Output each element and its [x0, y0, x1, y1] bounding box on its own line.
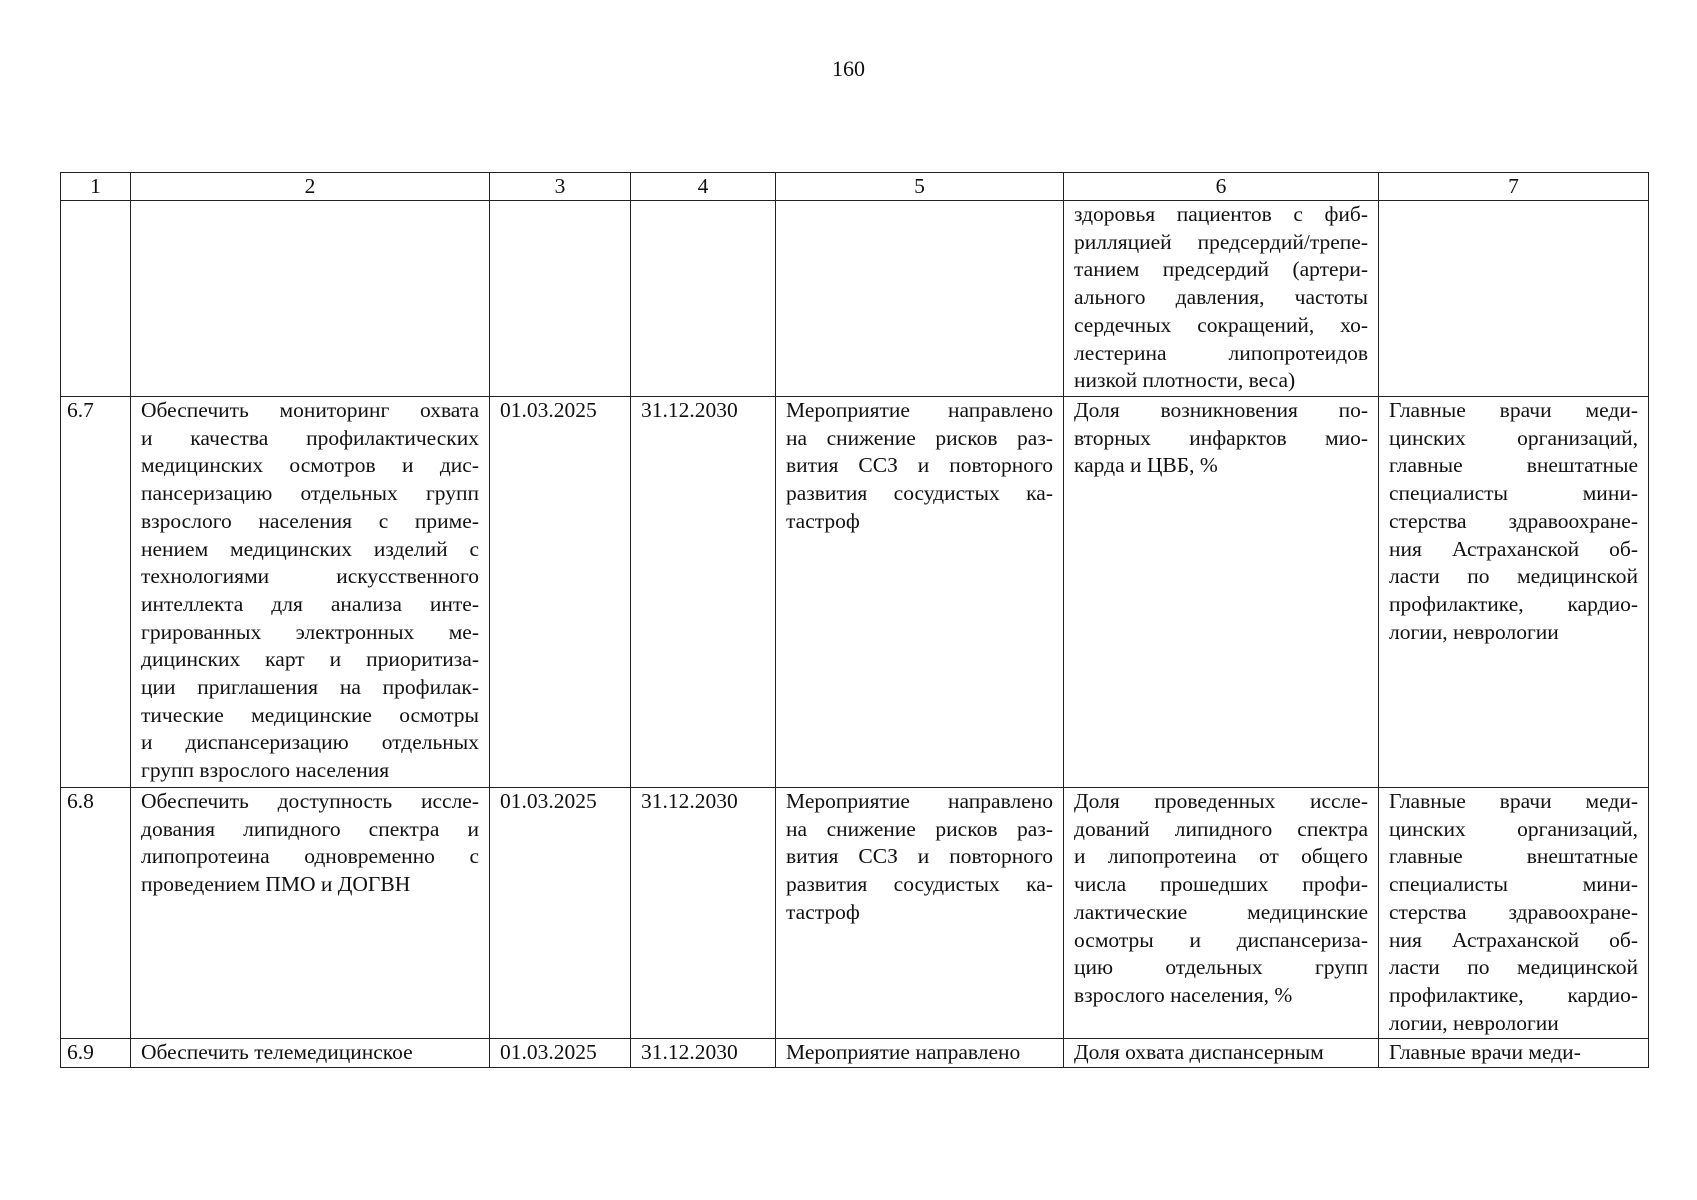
cell-text-line: дования липидного спектра и	[141, 816, 479, 841]
cell-text-line: нением медицинских изделий с	[141, 536, 479, 561]
cell-result	[776, 788, 1064, 1039]
cell-indicator	[1064, 1039, 1379, 1068]
cell-result	[776, 201, 1064, 397]
column-header: 3	[490, 173, 631, 201]
column-header: 7	[1379, 173, 1649, 201]
cell-text-line: на снижение рисков раз-	[786, 816, 1053, 841]
cell-text-line: технологиями искусственного	[141, 564, 479, 589]
cell-text-line: пансеризацию отдельных групп	[141, 481, 479, 506]
cell-text-line: низкой плотности, веса)	[1074, 368, 1296, 393]
table-row	[61, 397, 1649, 788]
cell-text-line: числа прошедших профи-	[1074, 872, 1368, 897]
cell-activity	[131, 1039, 490, 1068]
cell-text-line: Обеспечить доступность иссле-	[141, 789, 479, 813]
cell-text-line: цинских организаций,	[1389, 425, 1638, 450]
cell-text-line: логии, неврологии	[1389, 619, 1559, 644]
cell-text-line: ального давления, частоты	[1074, 285, 1368, 310]
column-header: 5	[776, 173, 1064, 201]
cell-text-line: ния Астраханской об-	[1389, 927, 1638, 952]
cell-text-line: рилляцией предсердий/трепе-	[1074, 229, 1368, 254]
cell-text-line: и липопротеина от общего	[1074, 844, 1368, 869]
cell-indicator	[1064, 397, 1379, 788]
cell-text-line: ции приглашения на профилак-	[141, 675, 479, 700]
cell-responsible	[1379, 201, 1649, 397]
cell-end-date	[631, 201, 776, 397]
cell-result	[776, 397, 1064, 788]
cell-text-line: тастроф	[786, 899, 860, 924]
cell-start-date: 01.03.2025	[490, 788, 631, 1039]
cell-text-line: главные внештатные	[1389, 453, 1638, 478]
cell-activity	[131, 788, 490, 1039]
table-row-continuation	[61, 201, 1649, 397]
cell-indicator	[1064, 788, 1379, 1039]
cell-text-line: грированных электронных ме-	[141, 619, 479, 644]
cell-text-line: дицинских карт и приоритиза-	[141, 647, 479, 672]
page-number: 160	[832, 56, 865, 81]
cell-text-line: специалисты мини-	[1389, 481, 1638, 506]
cell-num: 6.9	[61, 1039, 131, 1068]
cell-text-line: профилактике, кардио-	[1389, 591, 1638, 616]
cell-num	[61, 201, 131, 397]
cell-result	[776, 1039, 1064, 1068]
cell-start-date: 01.03.2025	[490, 1039, 631, 1068]
cell-text-line: стерства здравоохране-	[1389, 899, 1638, 924]
cell-text-line: Главные врачи меди-	[1389, 398, 1638, 422]
cell-end-date: 31.12.2030	[631, 397, 776, 788]
cell-responsible	[1379, 397, 1649, 788]
cell-text-line: проведением ПМО и ДОГВН	[141, 872, 411, 897]
column-header: 1	[61, 173, 131, 201]
cell-text-line: профилактике, кардио-	[1389, 982, 1638, 1007]
cell-text-line: Главные врачи меди-	[1389, 789, 1638, 813]
cell-text-line: и качества профилактических	[141, 425, 479, 450]
table-header-row	[61, 173, 1649, 201]
column-header: 2	[131, 173, 490, 201]
cell-text-line: вития ССЗ и повторного	[786, 844, 1053, 869]
cell-text-line: групп взрослого населения	[141, 758, 390, 783]
cell-num: 6.8	[61, 788, 131, 1039]
cell-text-line: лактические медицинские	[1074, 899, 1368, 924]
cell-text-line: на снижение рисков раз-	[786, 425, 1053, 450]
cell-text-line: развития сосудистых ка-	[786, 481, 1053, 506]
cell-text-line: специалисты мини-	[1389, 872, 1638, 897]
cell-indicator	[1064, 201, 1379, 397]
cell-text-line: интеллекта для анализа инте-	[141, 591, 479, 616]
cell-text-line: липопротеина одновременно с	[141, 844, 479, 869]
cell-text-line: тические медицинские осмотры	[141, 702, 479, 727]
cell-text-line: стерства здравоохране-	[1389, 508, 1638, 533]
cell-text-line: цию отдельных групп	[1074, 955, 1368, 980]
cell-text-line: Главные врачи меди-	[1389, 1040, 1581, 1064]
cell-end-date: 31.12.2030	[631, 788, 776, 1039]
cell-text-line: Обеспечить мониторинг охвата	[141, 398, 479, 422]
cell-text-line: медицинских осмотров и дис-	[141, 453, 479, 478]
cell-responsible	[1379, 788, 1649, 1039]
cell-text-line: карда и ЦВБ, %	[1074, 453, 1218, 478]
cell-text-line: ласти по медицинской	[1389, 564, 1638, 589]
cell-text-line: Обеспечить телемедицинское	[141, 1040, 413, 1064]
cell-activity	[131, 201, 490, 397]
cell-start-date: 01.03.2025	[490, 397, 631, 788]
cell-text-line: Доля возникновения по-	[1074, 398, 1368, 422]
table-row	[61, 788, 1649, 1039]
cell-text-line: вития ССЗ и повторного	[786, 453, 1053, 478]
cell-num: 6.7	[61, 397, 131, 788]
cell-text-line: развития сосудистых ка-	[786, 872, 1053, 897]
cell-responsible	[1379, 1039, 1649, 1068]
cell-text-line: Мероприятие направлено	[786, 398, 1053, 422]
cell-text-line: дований липидного спектра	[1074, 816, 1368, 841]
cell-activity	[131, 397, 490, 788]
table-row	[61, 1039, 1649, 1068]
cell-text-line: лестерина липопротеидов	[1074, 340, 1368, 365]
cell-text-line: Мероприятие направлено	[786, 1040, 1021, 1064]
cell-text-line: ласти по медицинской	[1389, 955, 1638, 980]
cell-text-line: танием предсердий (артери-	[1074, 257, 1368, 282]
cell-text-line: вторных инфарктов мио-	[1074, 425, 1368, 450]
activities-table	[60, 172, 1649, 1068]
cell-text-line: осмотры и диспансериза-	[1074, 927, 1368, 952]
cell-text-line: главные внештатные	[1389, 844, 1638, 869]
cell-text-line: тастроф	[786, 508, 860, 533]
cell-text-line: логии, неврологии	[1389, 1010, 1559, 1035]
cell-start-date	[490, 201, 631, 397]
cell-end-date: 31.12.2030	[631, 1039, 776, 1068]
cell-text-line: взрослого населения с приме-	[141, 508, 479, 533]
cell-text-line: Доля охвата диспансерным	[1074, 1040, 1324, 1064]
cell-text-line: сердечных сокращений, хо-	[1074, 312, 1368, 337]
cell-text-line: ния Астраханской об-	[1389, 536, 1638, 561]
cell-text-line: Доля проведенных иссле-	[1074, 789, 1368, 813]
column-header: 6	[1064, 173, 1379, 201]
column-header: 4	[631, 173, 776, 201]
cell-text-line: и диспансеризацию отдельных	[141, 730, 479, 755]
cell-text-line: цинских организаций,	[1389, 816, 1638, 841]
cell-text-line: Мероприятие направлено	[786, 789, 1053, 813]
cell-text-line: здоровья пациентов с фиб-	[1074, 202, 1368, 226]
cell-text-line: взрослого населения, %	[1074, 982, 1293, 1007]
